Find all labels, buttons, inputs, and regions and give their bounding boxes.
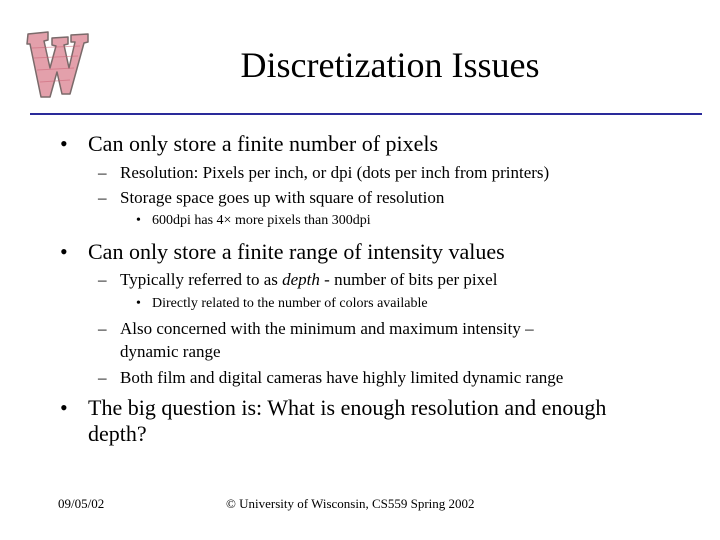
sub-bullet-text: Also concerned with the minimum and maximum intensity – (120, 319, 534, 338)
depth-emphasis: depth (282, 270, 320, 289)
sub-bullet-text: Both film and digital cameras have highly limited dynamic range (120, 368, 564, 387)
sub-bullet-text (120, 269, 497, 291)
bullet-marker: • (60, 395, 68, 420)
wisconsin-w-logo-icon (22, 28, 92, 100)
sub-bullet-text: Resolution: Pixels per inch, or dpi (dots per inch from printers) (120, 163, 550, 182)
footer-date: 09/05/02 (58, 496, 105, 511)
bullet-marker: • (60, 131, 68, 156)
sub-sub-bullet-marker: • (136, 296, 141, 311)
sub-bullet-marker: – (98, 270, 107, 289)
bullet-marker: • (60, 239, 68, 264)
sub-bullet-text-after: - number of bits per pixel (319, 270, 498, 289)
sub-sub-bullet-text: Directly related to the number of colors available (152, 296, 428, 311)
bullet-text-continued: depth? (88, 421, 147, 446)
sub-bullet-marker: – (98, 188, 107, 207)
sub-sub-bullet-marker: • (136, 213, 141, 228)
sub-bullet-text-continued: dynamic range (120, 342, 221, 361)
sub-sub-bullet-text: 600dpi has 4× more pixels than 300dpi (152, 213, 371, 228)
bullet-text: Can only store a finite number of pixels (88, 131, 439, 156)
sub-bullet-marker: – (98, 319, 107, 338)
title-divider (30, 113, 702, 115)
sub-bullet-marker: – (98, 163, 107, 182)
bullet-text: The big question is: What is enough resolution and enough (88, 395, 607, 420)
sub-bullet-marker: – (98, 368, 107, 387)
slide-title: Discretization Issues (240, 45, 540, 85)
sub-bullet-text: Storage space goes up with square of resolution (120, 188, 445, 207)
footer-copyright: © University of Wisconsin, CS559 Spring 2002 (226, 496, 475, 511)
bullet-text: Can only store a finite range of intensity values (88, 239, 505, 264)
sub-bullet-text-before: Typically referred to as (120, 270, 283, 289)
